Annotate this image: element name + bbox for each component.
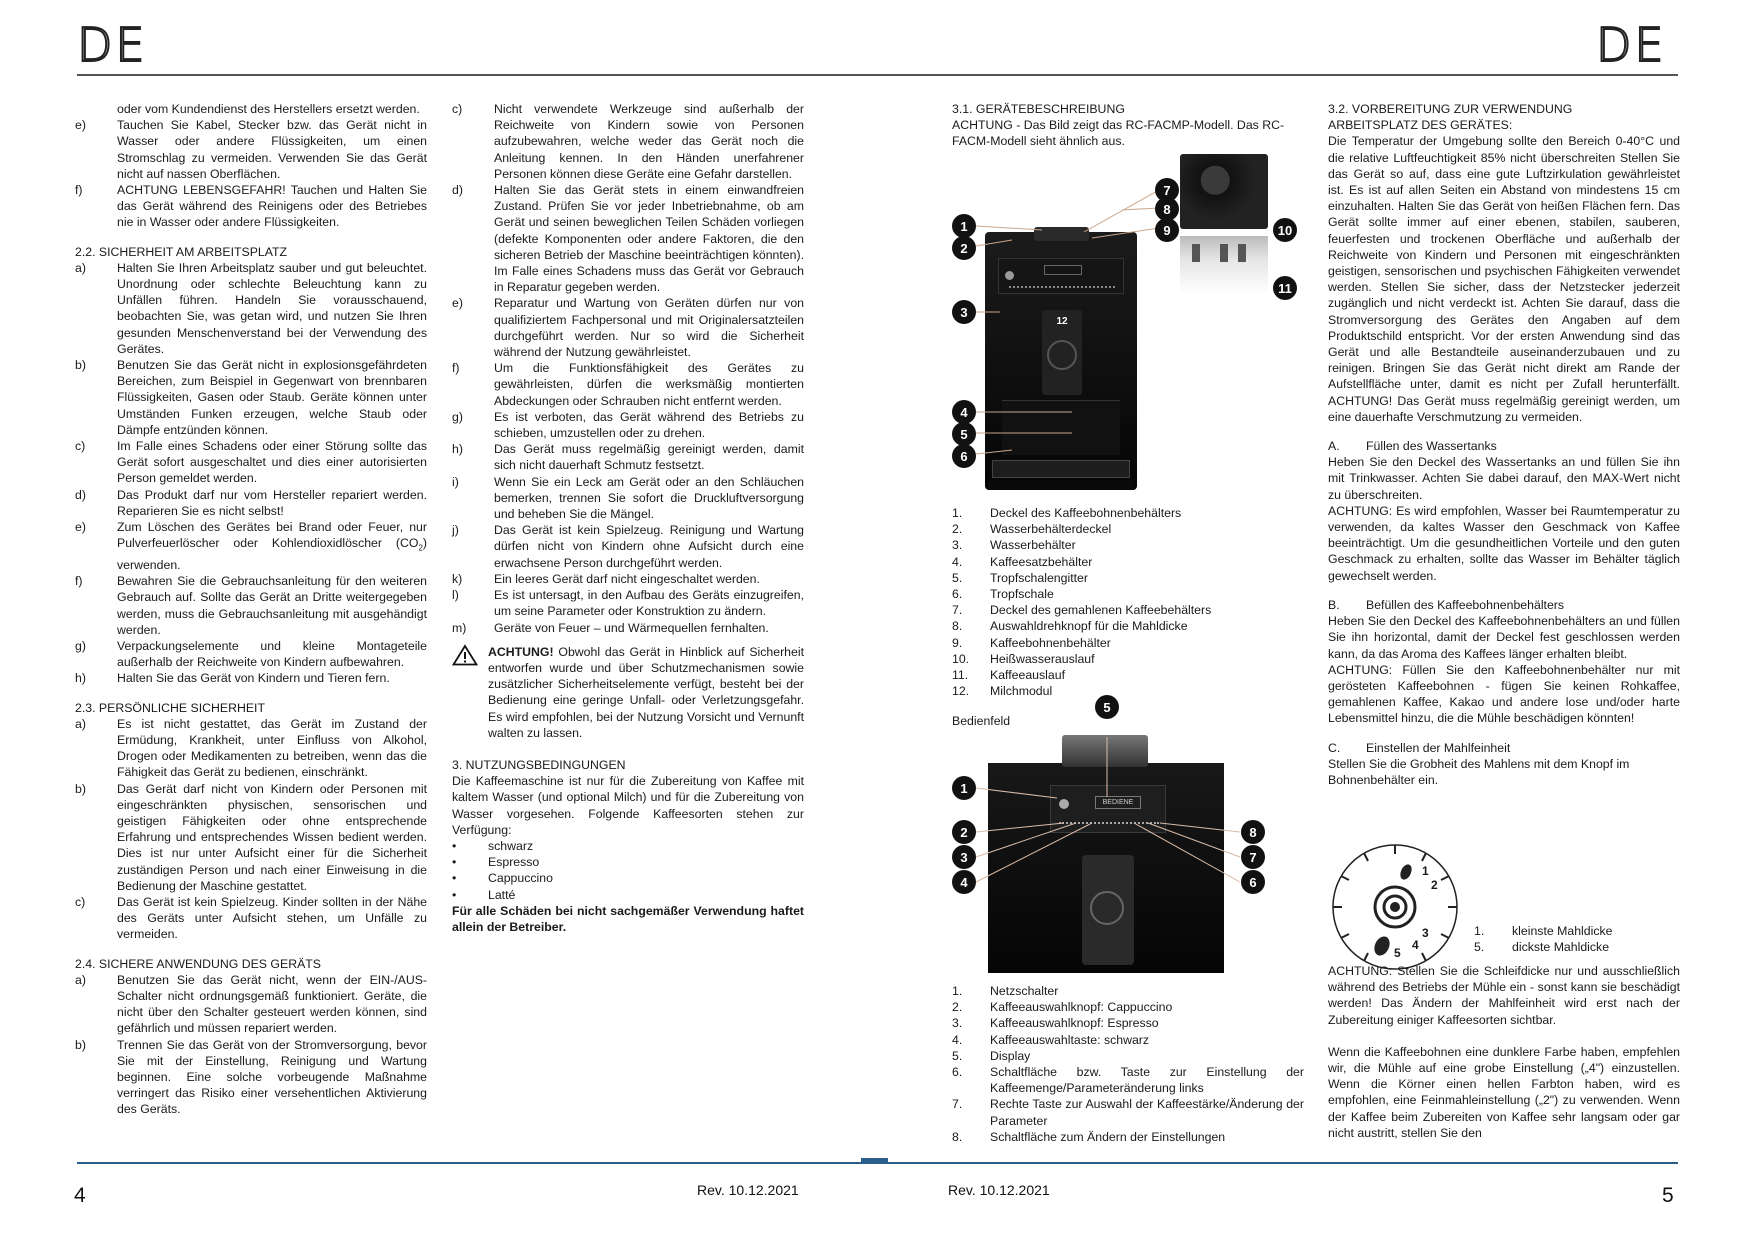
callout-9: 9 (1155, 218, 1179, 242)
heading-a: A. Füllen des Wassertanks (1328, 439, 1497, 454)
part-list-item: 11. Kaffeeauslauf (952, 668, 1065, 683)
list-item: b) Trennen Sie das Gerät von der Stromversorgung, bevor Sie mit der Einstellung, Reinigung und Wartung beginnen. Eine solche vorbeugende Maßnahme verringert das Risiko einer versehentlichen Aktivierung des Geräts. (75, 1037, 427, 1117)
heading-3-2: 3.2. VORBEREITUNG ZUR VERWENDUNG (1328, 102, 1573, 116)
column-4-lower (1328, 963, 1680, 1141)
list-item: g) Es ist verboten, das Gerät während des Betriebs zu schieben, umzustellen oder zu drehen. (452, 409, 804, 441)
dial-mark-4: 4 (1412, 938, 1419, 952)
callout-11: 11 (1273, 276, 1297, 300)
paragraph-b: Heben Sie den Deckel des Kaffeebohnenbehälters an und füllen Sie ihn horizontal, damit der Deckel fest geschlossen werden kann, da das Aroma des Kaffees länger erhalten bleibt. (1328, 614, 1680, 661)
callout-5: 5 (952, 422, 976, 446)
dial-mark-2: 2 (1431, 878, 1438, 892)
callout-lines (952, 150, 1312, 505)
list-item: b) Das Gerät darf nicht von Kindern oder Personen mit eingeschränkten physischen, sensorischen und geistigen Fähigkeiten oder ohne entsprechende Erfahrung und entsprechendes Wissen bedient werden. Dies ist nur unter Aufsicht einer für die Sicherheit zuständigen Person und nach einer Einweisung in die Bedienung der Maschine gestattet. (75, 781, 427, 893)
grind-size-list (1474, 923, 1674, 955)
heading-2-3: 2.3. PERSÖNLICHE SICHERHEIT (75, 700, 265, 715)
list-item: c) Das Gerät ist kein Spielzeug. Kinder sollten in der Nähe des Geräts unter Aufsicht stehen, um Unfälle zu vermeiden. (75, 895, 427, 942)
coffee-types-list (452, 838, 804, 903)
list-item: a) Es ist nicht gestattet, das Gerät im Zustand der Ermüdung, Krankheit, unter Einfluss von Alkohol, Drogen oder Medikamenten zu betreiben, wenn das die Fähigkeit das Gerät zu bedienen, einschränkt. (75, 716, 427, 780)
part-list-item: 6. Tropfschale (952, 587, 1054, 602)
parts-list (952, 505, 1304, 699)
heading-2-4: 2.4. SICHERE ANWENDUNG DES GERÄTS (75, 956, 321, 971)
list-item: k) Ein leeres Gerät darf nicht eingeschaltet werden. (452, 571, 760, 586)
part-list-item: 4. Kaffeesatzbehälter (952, 554, 1093, 569)
list-item: h) Das Gerät muss regelmäßig gereinigt werden, damit sich nicht dauerhaft Schmutz festsetzt. (452, 442, 804, 473)
bullet-item: • Latté (452, 887, 516, 902)
dial-mark-5: 5 (1394, 946, 1401, 960)
list-item: e) Reparatur und Wartung von Geräten dürfen nur von qualifiziertem Fachpersonal und mit Originalersatzteilen durchgeführt werden. Nur so wird die Sicherheit während der Nutzung gewährleistet. (452, 296, 804, 360)
list-item: oder vom Kundendienst des Herstellers ersetzt werden. (117, 102, 420, 116)
list-item: d) Halten Sie das Gerät stets in einem einwandfreien Zustand. Prüfen Sie vor jeder Inbetriebnahme, ob am Gerät und seinen beweglichen Teilen Schäden vorliegen (defekte Komponenten oder andere Faktoren, die den sicheren Betrieb der Maschine beeinträchtigen könnten). Im Falle eines Schadens muss das Gerät vor Gebrauch in Reparatur gegeben werden. (452, 183, 804, 295)
list-item: g) Verpackungselemente und kleine Montageteile außerhalb der Reichweite von Kindern aufbewahren. (75, 638, 427, 670)
part-list-item: 5. Tropfschalengitter (952, 570, 1088, 585)
header-rule-right (874, 74, 1678, 76)
panel-callout-8: 8 (1241, 820, 1265, 844)
liability-note: Für alle Schäden bei nicht sachgemäßer Verwendung haftet allein der Betreiber. (452, 903, 804, 934)
callout-6: 6 (952, 444, 976, 468)
part-list-item: 12. Milchmodul (952, 684, 1053, 699)
list-2-2-cont (75, 573, 427, 686)
control-list-item: 1. Netzschalter (952, 984, 1059, 998)
paragraph-c-advice: Wenn die Kaffeebohnen eine dunklere Farbe haben, empfehlen wir, die Mühle auf eine grobe Einstellung („4") einzustellen. Wenn die Körner einen hellen Farbton haben, wird es empfohlen, eine Feinmahleinstellung („2") zu verwenden. Wenn der Kaffee beim Zubereiten von Kaffee sehr langsam oder gar nicht austritt, stellen Sie den (1328, 1044, 1680, 1140)
panel-display: BEDIENE (1095, 796, 1141, 809)
control-list-item: 8. Schaltfläche zum Ändern der Einstellungen (952, 1129, 1226, 1144)
part-list-item: 7. Deckel des gemahlenen Kaffeebehälters (952, 603, 1212, 618)
grind-dial-figure (1330, 842, 1460, 972)
list-item-2-2-e: e) Zum Löschen des Gerätes bei Brand oder Feuer, nur Pulverfeuerlöscher oder Kohlendioxidlöscher $(CO_2)$ verwenden. (75, 520, 427, 572)
warning-box: ACHTUNG! Obwohl das Gerät in Hinblick auf Sicherheit entworfen wurde und über Schutzmechanismen sowie zusätzlicher Sicherheitselemente verfügt, besteht bei der Bedienung eine geringe Unfall- oder Verletzungsgefahr. Es wird empfohlen, bei der Nutzung Vorsicht und Vernunft walten zu lassen. (452, 644, 804, 741)
controls-list-block (952, 983, 1304, 1145)
panel-callout-6: 6 (1241, 870, 1265, 894)
list-item: f) Um die Funktionsfähigkeit des Gerätes zu gewährleisten, dürfen die werksmäßig montierten Abdeckungen oder Schrauben nicht entfernt werden. (452, 361, 804, 408)
panel-label: Bedienfeld (952, 714, 1011, 729)
bullet-item: • schwarz (452, 838, 534, 853)
list-2-4-continued (452, 101, 804, 636)
list-item: m) Geräte von Feuer – und Wärmequellen fernhalten. (452, 620, 769, 635)
list-item: j) Das Gerät ist kein Spielzeug. Reinigung und Wartung dürfen nicht von Kindern ohne Aufsicht durch eine erwachsene Person durchgeführt werden. (452, 523, 804, 570)
bullet-icon: • (452, 871, 457, 886)
heading-b: B. Befüllen des Kaffeebohnenbehälters (1328, 597, 1565, 612)
part-list-item: 10. Heißwasserauslauf (952, 651, 1095, 666)
callout-10: 10 (1273, 218, 1297, 242)
paragraph-3: Die Kaffeemaschine ist nur für die Zubereitung von Kaffee mit kaltem Wasser (und optional Milch) und für die Zubereitung von Wasser vorgesehen. Folgende Kaffeesorten stehen zur Verfügung: (452, 774, 804, 837)
callout-4: 4 (952, 400, 976, 424)
footer-rule-left (77, 1162, 874, 1164)
control-list-item: 5. Display (952, 1048, 1031, 1063)
callout-1: 1 (952, 214, 976, 238)
list-item: a) Halten Sie Ihren Arbeitsplatz sauber und gut beleuchtet. Unordnung oder schlechte Beleuchtung kann zu Unfällen führen. Handeln Sie vorausschauend, beobachten Sie, was getan wird, und nutzen Sie Ihren gesunden Menschenverstand bei der Verwendung des Gerätes. (75, 260, 427, 356)
panel-callout-3: 3 (952, 845, 976, 869)
bullet-icon: • (452, 855, 457, 870)
list-item: c) Im Falle eines Schadens oder einer Störung sollte das Gerät sofort ausgeschaltet und dies einer autorisierten Person gemeldet werden. (75, 439, 427, 486)
page-number-right: 5 (1662, 1184, 1674, 1207)
header-rule-left (77, 74, 874, 76)
callout-3: 3 (952, 300, 976, 324)
list-item: i) Wenn Sie ein Leck am Gerät oder an den Schläuchen bemerken, trennen Sie sofort die Druckluftversorgung und beheben Sie die Mängel. (452, 474, 804, 522)
control-list-item: 3. Kaffeeauswahlknopf: Espresso (952, 1016, 1159, 1031)
heading-c: C. Einstellen der Mahlfeinheit (1328, 740, 1511, 755)
footer-rule-right (874, 1162, 1678, 1164)
page-number-left: 4 (74, 1184, 86, 1207)
list-item: a) Benutzen Sie das Gerät nicht, wenn der EIN-/AUS-Schalter nicht ordnungsgemäß funktioniert. Geräte, die nicht über den Schalter gesteuert werden können, sind gefährlich und müssen repariert werden. (75, 972, 427, 1036)
list-item: c) Nicht verwendete Werkzeuge sind außerhalb der Reichweite von Kindern sowie von Personen aufzubewahren, welche weder das Gerät noch die Anleitung kennen. In den Händen unerfahrener Personen können diese Geräte eine Gefahr darstellen. (452, 102, 804, 181)
part-list-item: 8. Auswahldrehknopf für die Mahldicke (952, 619, 1188, 634)
list-item: l) Es ist untersagt, in den Aufbau des Geräts einzugreifen, um seine Parameter oder Konstruktion zu ändern. (452, 588, 804, 619)
list-item: e) Tauchen Sie Kabel, Stecker bzw. das Gerät nicht in Wasser oder andere Flüssigkeiten, um einen Stromschlag zu vermeiden. Verwenden Sie das Gerät nicht auf nassen Oberflächen. (75, 118, 427, 181)
footer-center-mark (861, 1158, 888, 1163)
callout-2: 2 (952, 236, 976, 260)
panel-callout-5: 5 (1095, 695, 1119, 719)
warning-triangle-icon (452, 644, 478, 666)
part-list-item: 9. Kaffeebohnenbehälter (952, 635, 1111, 650)
panel-callout-4: 4 (952, 870, 976, 894)
column-3 (952, 101, 1304, 150)
list-2-1-continued (75, 101, 427, 231)
callout-7: 7 (1155, 178, 1179, 202)
list-2-2 (75, 260, 427, 519)
control-list-item: 4. Kaffeeauswahltaste: schwarz (952, 1032, 1150, 1047)
grind-list-item: 5. dickste Mahldicke (1474, 940, 1610, 955)
list-item: h) Halten Sie das Gerät von Kindern und Tieren fern. (75, 671, 390, 686)
display-digits: 12 (1056, 316, 1068, 327)
revision-left: Rev. 10.12.2021 (697, 1182, 799, 1198)
panel-callout-7: 7 (1241, 845, 1265, 869)
paragraph-a-warning: ACHTUNG: Es wird empfohlen, Wasser bei Raumtemperatur zu verwenden, da kaltes Wasser den Geschmack von Kaffee beeinträchtigt. Um die gesundheitlichen Vorteile und den guten Geschmack zu erhalten, sollte das Wasser im Behälter täglich gewechselt werden. (1328, 503, 1680, 583)
paragraph-workplace: Die Temperatur der Umgebung sollte den Bereich 0-40°C und die relative Luftfeuchtigkeit 85% nicht überschreiten Stellen Sie das Gerät so auf, dass eine gute Luftzirkulation gewährleistet ist. Es ist auf allen Seiten ein Abstand von mindestens 15 cm einzuhalten. Halten Sie das Gerät von heißen Flächen fern. Das Gerät sollte immer auf einer ebenen, stabilen, sauberen, feuerfesten und trockenen Oberfläche und außerhalb der Reichweite von Kindern und Personen mit eingeschränkten geistigen, sensorischen und psychischen Fähigkeiten verwendet werden. Stellen Sie sicher, dass der Netzstecker jederzeit zugänglich und nicht verdeckt ist. Achten Sie darauf, dass die Stromversorgung des Gerätes den Angaben auf dem Produktschild entspricht. Vor der ersten Anwendung sind das Gerät und alle Bestandteile auseinanderzubauen und zu reinigen. Bringen Sie das Gerät nicht direkt am Rande der Aufstellfläche unter, damit es nicht per Zufall herunterfällt. ACHTUNG! Das Gerät muss regelmäßig gereinigt werden, um eine dauerhafte Verschmutzung zu vermeiden. (1328, 134, 1680, 424)
dial-mark-1: 1 (1422, 864, 1429, 878)
grind-list-item: 1. kleinste Mahldicke (1474, 924, 1613, 938)
part-list-item: 3. Wasserbehälter (952, 538, 1076, 553)
list-item: f) ACHTUNG LEBENSGEFAHR! Tauchen und Halten Sie das Gerät während des Reinigens oder des Betriebes nie in Wasser oder andere Flüssigkeiten. (75, 183, 427, 230)
column-4 (1328, 101, 1680, 788)
heading-2-2: 2.2. SICHERHEIT AM ARBEITSPLATZ (75, 244, 288, 259)
panel-callout-2: 2 (952, 820, 976, 844)
grind-list (1474, 923, 1674, 955)
paragraph-a: Heben Sie den Deckel des Wassertanks an und füllen Sie ihn mit Trinkwasser. Achten Sie dabei darauf, den MAX-Wert nicht zu überschreiten. (1328, 455, 1680, 502)
model-note: ACHTUNG - Das Bild zeigt das RC-FACMP-Modell. Das RC-FACM-Modell sieht ähnlich aus. (952, 118, 1285, 149)
bullet-item: • Cappuccino (452, 871, 553, 886)
control-list-item: 6. Schaltfläche bzw. Taste zur Einstellung der Kaffeemenge/Parameteränderung links (952, 1065, 1304, 1096)
machine-figure (952, 150, 1312, 505)
part-list-item: 1. Deckel des Kaffeebohnenbehälters (952, 506, 1182, 520)
list-2-3 (75, 716, 427, 943)
dial-mark-3: 3 (1422, 926, 1429, 940)
heading-3-1: 3.1. GERÄTEBESCHREIBUNG (952, 102, 1125, 116)
list-item: b) Benutzen Sie das Gerät nicht in explosionsgefährdeten Bereichen, zum Beispiel in Gegenwart von brennbaren Flüssigkeiten, Gasen oder Staub. Geräte können unter Umständen Funken erzeugen, welche Staub oder Dämpfe entzünden können. (75, 358, 427, 437)
control-list-item: 7. Rechte Taste zur Auswahl der Kaffeestärke/Änderung der Parameter (952, 1097, 1304, 1128)
language-label-left: DE (77, 18, 148, 72)
bullet-icon: • (452, 887, 457, 902)
language-label-right: DE (1596, 18, 1667, 72)
controls-list (952, 983, 1304, 1145)
column-1 (75, 101, 427, 1118)
paragraph-c-warning: ACHTUNG: Stellen Sie die Schleifdicke nur und ausschließlich während des Betriebs der Mühle ein - sonst kann sie beschädigt werden! Das Ändern der Mahlfeinheit wird erst nach der Zubereitung einiger Kaffeesorten sichtbar. (1328, 964, 1680, 1027)
control-panel-figure (952, 699, 1282, 975)
paragraph-c: Stellen Sie die Grobheit des Mahlens mit dem Knopf im Bohnenbehälter ein. (1328, 756, 1630, 787)
heading-3: 3. NUTZUNGSBEDINGUNGEN (452, 757, 626, 772)
heading-workplace: ARBEITSPLATZ DES GERÄTES: (1328, 118, 1513, 133)
control-list-item: 2. Kaffeeauswahlknopf: Cappuccino (952, 1000, 1173, 1015)
list-item: d) Das Produkt darf nur vom Hersteller repariert werden. Reparieren Sie es nicht selbst! (75, 487, 427, 518)
column-2 (452, 101, 804, 935)
bullet-item: • Espresso (452, 855, 540, 870)
list-2-4 (75, 972, 427, 1118)
panel-callout-lines (952, 710, 1282, 975)
part-list-item: 2. Wasserbehälterdeckel (952, 522, 1112, 537)
paragraph-b-warning: ACHTUNG: Füllen Sie den Kaffeebohnenbehälter nur mit gerösteten Kaffeebohnen - fügen Sie keinen Rohkaffee, gemahlenen Kaffee, Kakao und andere lose und/oder harte Lebensmittel hinzu, die die Mühle beschädigen könnten! (1328, 662, 1680, 726)
parts-list-block (952, 505, 1304, 730)
list-item: f) Bewahren Sie die Gebrauchsanleitung für den weiteren Gebrauch auf. Sollte das Gerät an Dritte weitergegeben werden, muss die Gebrauchsanleitung mit ausgehändigt werden. (75, 574, 427, 637)
callout-8: 8 (1155, 197, 1179, 221)
revision-right: Rev. 10.12.2021 (948, 1182, 1050, 1198)
bullet-icon: • (452, 838, 457, 853)
panel-callout-1: 1 (952, 776, 976, 800)
